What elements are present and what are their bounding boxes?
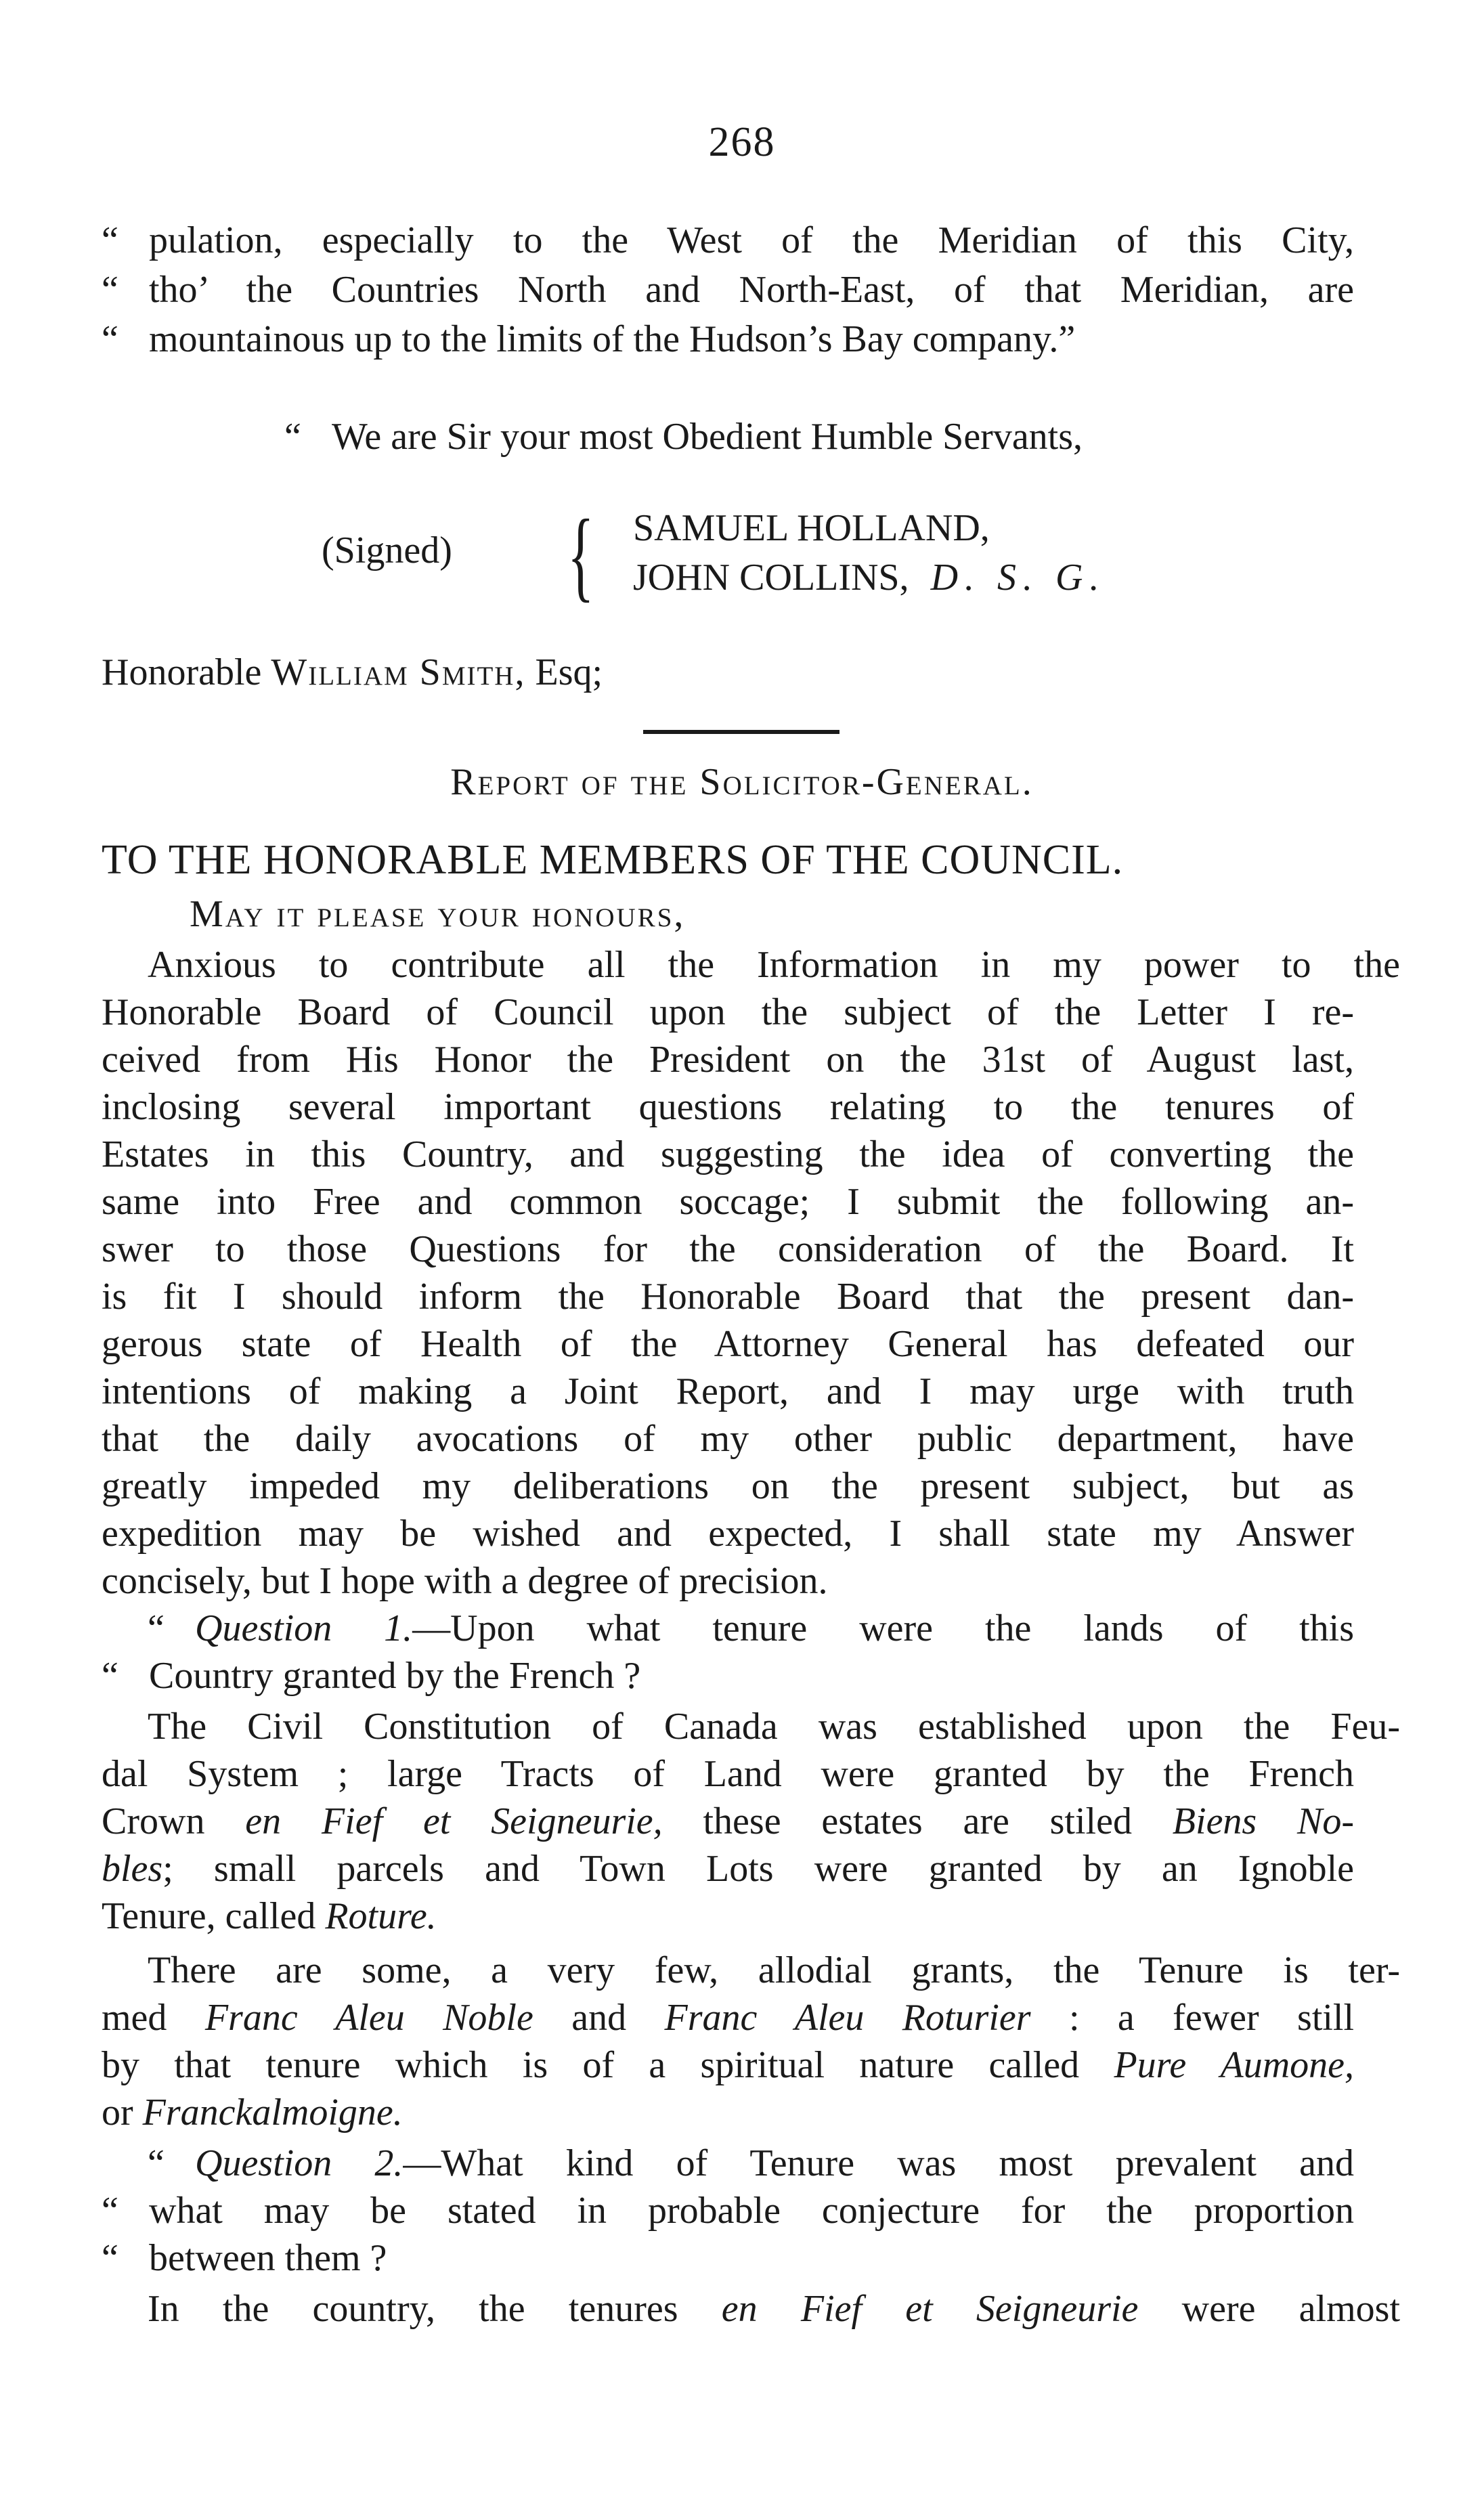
signatory-name: JOHN COLLINS, — [633, 557, 909, 599]
paragraph-line: ceived from His Honor the President on the 31st of August last, — [102, 1039, 1354, 1081]
paragraph-line: expedition may be wished and expected, I shall state my Answer — [102, 1513, 1354, 1555]
signatory-holland: SAMUEL HOLLAND, — [633, 507, 990, 549]
italic-run: Franckalmoigne. — [142, 2092, 403, 2134]
section-divider — [643, 730, 839, 734]
report-title: Report of the Solicitor-General. — [450, 761, 1034, 803]
letter-line-2 — [102, 266, 1354, 313]
page-number: 268 — [708, 119, 776, 165]
paragraph-line: swer to those Questions for the consideration of the Board. It — [102, 1228, 1354, 1270]
italic-run: Roture. — [325, 1895, 437, 1937]
letter-line-text: pulation, especially to the West of the Meridian of this City, — [149, 219, 1354, 261]
answer-line — [102, 1798, 1354, 1845]
closing-text: We are Sir your most Obedient Humble Servants, — [332, 416, 1083, 458]
italic-run: en Fief et Seigneurie — [721, 2288, 1139, 2330]
quote-mark: “ — [148, 2142, 165, 2184]
question-text: —What kind of Tenure was most prevalent and — [403, 2142, 1354, 2184]
paragraph-line: Honorable Board of Council upon the subject of the Letter I re- — [102, 991, 1354, 1033]
italic-run: en Fief et Seigneurie, — [245, 1800, 663, 1842]
paragraph-line: Anxious to contribute all the Information in my power to the — [148, 944, 1400, 986]
quote-mark: “ — [102, 1655, 118, 1697]
question-2-line-3 — [102, 2234, 1354, 2282]
quote-mark: “ — [148, 1607, 165, 1649]
answer-line — [102, 1845, 1354, 1892]
question-text: what may be stated in probable conjecture for the proportion — [149, 2190, 1354, 2232]
italic-run: bles — [102, 1848, 163, 1890]
text-run: were almost — [1181, 2288, 1400, 2330]
answer-line: The Civil Constitution of Canada was established upon the Feu- — [148, 1706, 1400, 1748]
letter-line-text: mountainous up to the limits of the Hudson’s Bay company.” — [149, 318, 1076, 360]
italic-run: Franc Aleu Roturier — [664, 1997, 1031, 2039]
text-run: these estates are stiled — [703, 1800, 1132, 1842]
paragraph-line: is fit I should inform the Honorable Board that the present dan- — [102, 1276, 1354, 1318]
report-heading: TO THE HONORABLE MEMBERS OF THE COUNCIL. — [102, 837, 1124, 883]
question-label: Question 2. — [195, 2142, 403, 2184]
text-run: by that tenure which is of a spiritual nature called — [102, 2044, 1080, 2086]
letter-line-1 — [102, 217, 1354, 264]
text-run: Tenure, called — [102, 1895, 316, 1937]
text-run: and — [571, 1997, 627, 2039]
answer-line: dal System ; large Tracts of Land were granted by the French — [102, 1753, 1354, 1795]
question-2 — [148, 2140, 1354, 2187]
paragraph-line: Estates in this Country, and suggesting the idea of converting the — [102, 1133, 1354, 1175]
paragraph-line: inclosing several important questions relating to the tenures of — [102, 1086, 1354, 1128]
text-run: Crown — [102, 1800, 205, 1842]
addressee-suffix: Esq; — [535, 651, 603, 693]
answer-line — [102, 2089, 1354, 2136]
question-1 — [148, 1605, 1354, 1652]
paragraph-line: gerous state of Health of the Attorney General has defeated our — [102, 1323, 1354, 1365]
paragraph-line: same into Free and common soccage; I submit the following an- — [102, 1181, 1354, 1223]
answer-line: There are some, a very few, allodial grants, the Tenure is ter- — [148, 1949, 1400, 1991]
quote-mark: “ — [284, 416, 301, 458]
text-run: : a fewer still — [1068, 1997, 1355, 2039]
letter-closing — [284, 413, 1368, 460]
paragraph-line: concisely, but I hope with a degree of precision. — [102, 1560, 828, 1602]
addressee-name: William Smith, — [271, 651, 526, 693]
paragraph-line: intentions of making a Joint Report, and I may urge with truth — [102, 1370, 1354, 1412]
quote-mark: “ — [102, 2237, 118, 2279]
quote-mark: “ — [102, 318, 118, 360]
quote-mark: “ — [102, 219, 118, 261]
italic-run: Franc Aleu Noble — [204, 1997, 533, 2039]
text-run: med — [102, 1997, 167, 2039]
italic-run: Biens No- — [1172, 1800, 1355, 1842]
quote-mark: “ — [102, 269, 118, 311]
paragraph-line: greatly impeded my deliberations on the present subject, but as — [102, 1465, 1354, 1507]
question-text: —Upon what tenure were the lands of this — [412, 1607, 1354, 1649]
answer-line — [102, 2041, 1354, 2089]
question-text: between them ? — [149, 2237, 387, 2279]
question-text: Country granted by the French ? — [149, 1655, 641, 1697]
paragraph-line: that the daily avocations of my other public department, have — [102, 1418, 1354, 1460]
signatory-title: D. S. G. — [930, 557, 1106, 599]
signature-brace: { — [567, 499, 594, 611]
addressee — [102, 649, 1354, 696]
signatory-collins — [633, 554, 1106, 601]
question-label: Question 1. — [195, 1607, 413, 1649]
addressee-prefix: Honorable — [102, 651, 262, 693]
text-run: ; small parcels and Town Lots were granted by an Ignoble — [162, 1848, 1354, 1890]
letter-line-text: tho’ the Countries North and North-East, of that Meridian, are — [149, 269, 1354, 311]
question-2-line-2 — [102, 2187, 1354, 2234]
answer-line — [102, 1892, 1354, 1940]
question-1-cont — [102, 1652, 1354, 1699]
letter-line-3 — [102, 316, 1354, 363]
signed-label: (Signed) — [322, 529, 452, 571]
answer-line — [102, 1994, 1354, 2041]
italic-run: Pure Aumone, — [1114, 2044, 1355, 2086]
text-run: In the country, the tenures — [148, 2288, 678, 2330]
text-run: or — [102, 2092, 133, 2134]
quote-mark: “ — [102, 2190, 118, 2232]
salutation: May it please your honours, — [190, 893, 686, 935]
answer-line — [102, 2285, 1400, 2333]
